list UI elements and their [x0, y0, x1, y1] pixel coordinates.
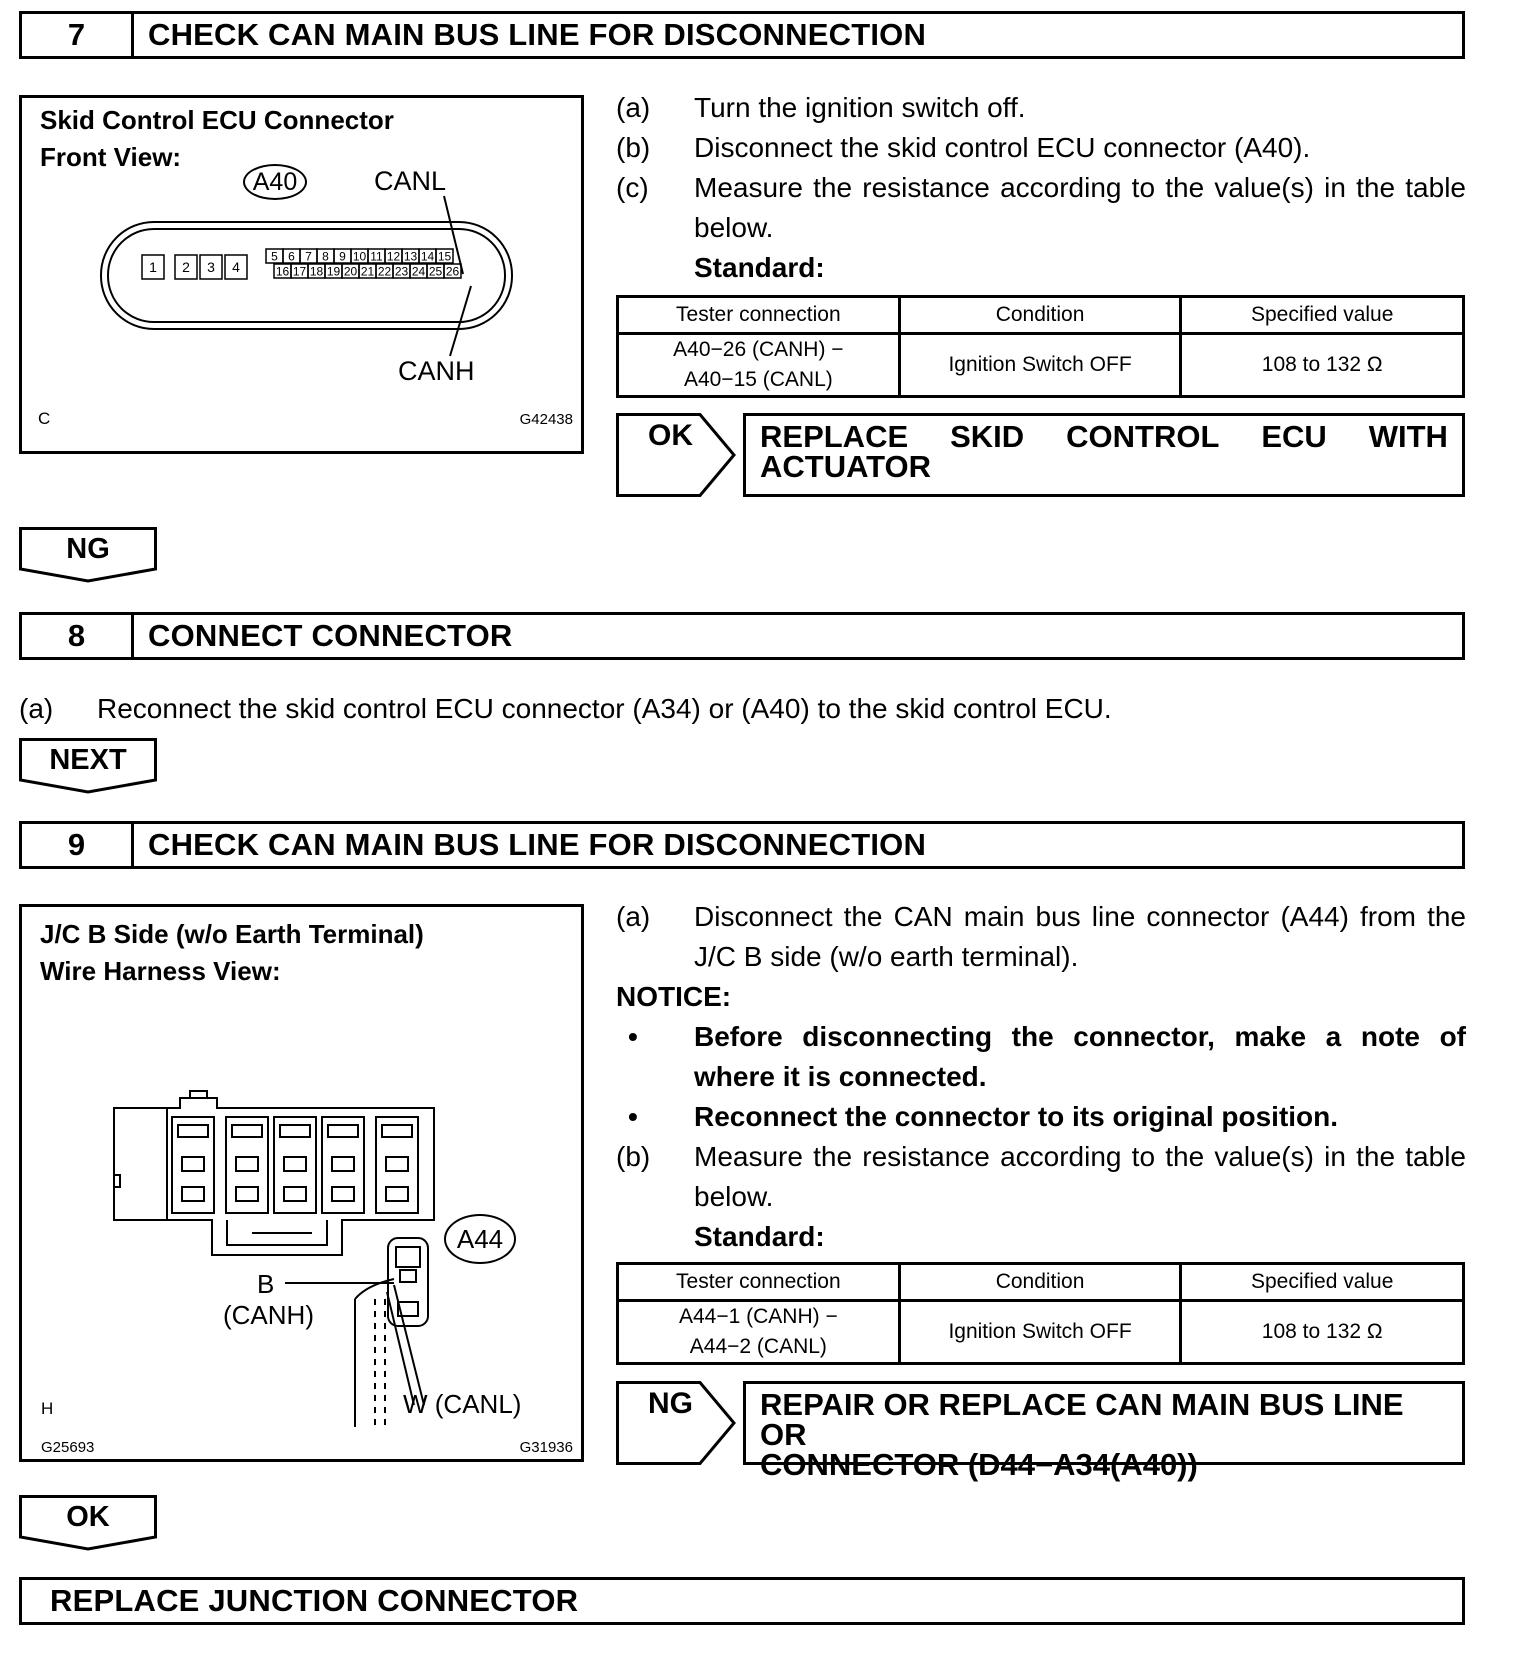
figure-corner-letter: C — [38, 409, 51, 428]
step-9-header — [19, 821, 1465, 869]
step-7-instructions — [616, 88, 1466, 288]
step-9-figure — [19, 904, 584, 1462]
terminal-shape — [236, 1157, 258, 1171]
pin-label: 25 — [428, 264, 443, 279]
standard-label: Standard: — [694, 1221, 825, 1252]
ok-result-box — [743, 413, 1465, 497]
pin-label: 19 — [326, 264, 341, 279]
instruction-a: (a) Turn the ignition switch off. — [616, 92, 1026, 123]
ok-result-arrow — [616, 413, 742, 497]
instruction-c: (c) Measure the resistance according to the value(s) in the table below. — [616, 172, 1466, 243]
cell-condition: Ignition Switch OFF — [899, 1301, 1181, 1364]
connector-pins — [142, 249, 461, 279]
pin-label: 5 — [271, 249, 278, 264]
pin-label: 18 — [309, 264, 324, 279]
pin-label: 6 — [288, 249, 295, 264]
ok-label: OK — [648, 419, 693, 452]
header-condition: Condition — [899, 1264, 1181, 1301]
step-7-spec-table — [616, 295, 1465, 398]
w-canl-label: W (CANL) — [403, 1389, 522, 1419]
ng-result-line-1: REPAIR OR REPLACE CAN MAIN BUS LINE OR — [760, 1387, 1404, 1452]
b-label: B — [257, 1269, 275, 1299]
pin-label: 8 — [322, 249, 329, 264]
pin-label: 16 — [275, 264, 290, 279]
notice-label: NOTICE: — [616, 981, 732, 1012]
junction-connector-diagram — [22, 907, 581, 1459]
ng-tag: NG — [19, 527, 157, 583]
ok-tag: OK — [19, 1495, 157, 1551]
notice-bullet-1: • Before disconnecting the connector, make a note of where it is connected. — [628, 1021, 1466, 1092]
canh-label: (CANH) — [223, 1300, 314, 1330]
terminal-shape — [284, 1187, 306, 1201]
pin-label: 7 — [305, 249, 312, 264]
terminal-shape — [382, 1125, 412, 1137]
cell-tester-connection: A44−1 (CANH) − A44−2 (CANL) — [618, 1301, 900, 1364]
step-title: CHECK CAN MAIN BUS LINE FOR DISCONNECTION — [148, 17, 927, 52]
connector-label-a44: A44 — [444, 1214, 516, 1264]
table-row — [618, 334, 1464, 397]
terminal-shape — [332, 1157, 354, 1171]
canh-label: CANH — [398, 356, 475, 386]
ecu-connector-diagram — [22, 98, 581, 451]
step-9-instructions — [616, 897, 1466, 1257]
ok-result-line-2: ACTUATOR — [760, 449, 932, 484]
ng-label: NG — [648, 1387, 693, 1420]
pin-label: 20 — [343, 264, 358, 279]
final-action-box — [19, 1577, 1465, 1625]
step-8-header — [19, 612, 1465, 660]
terminal-shape — [386, 1157, 408, 1171]
terminal-shape — [232, 1125, 262, 1137]
pin-label: 22 — [377, 264, 392, 279]
step-8-instruction: (a) Reconnect the skid control ECU connector (A34) or (A40) to the skid control ECU. — [19, 693, 1112, 724]
terminal-shape — [328, 1125, 358, 1137]
figure-title: J/C B Side (w/o Earth Terminal) Wire Harness View: — [40, 919, 424, 986]
figure-code-left: G25693 — [41, 1439, 95, 1456]
pin-label: 10 — [352, 249, 367, 264]
next-tag: NEXT — [19, 738, 157, 794]
step-number: 7 — [22, 14, 134, 56]
step-number: 9 — [22, 824, 134, 866]
header-tester-connection: Tester connection — [618, 1264, 900, 1301]
step-title: CONNECT CONNECTOR — [148, 618, 513, 653]
terminal-shape — [182, 1187, 204, 1201]
final-action-title: REPLACE JUNCTION CONNECTOR — [50, 1583, 579, 1618]
instruction-a: (a) Disconnect the CAN main bus line connector (A44) from the J/C B side (w/o earth terminal). — [616, 901, 1466, 972]
pin-label: 23 — [394, 264, 409, 279]
pin-label: 13 — [403, 249, 418, 264]
header-tester-connection: Tester connection — [618, 297, 900, 334]
terminal-shape — [182, 1157, 204, 1171]
canl-label: CANL — [374, 166, 447, 196]
header-specified-value: Specified value — [1181, 1264, 1464, 1301]
instruction-b: (b) Measure the resistance according to the value(s) in the table below. — [616, 1141, 1466, 1212]
step-7-header — [19, 11, 1465, 59]
pin-label: 15 — [437, 249, 452, 264]
ok-result-line-1: REPLACE SKID CONTROL ECU WITH — [760, 419, 1448, 454]
pin-label: 12 — [386, 249, 401, 264]
step-number: 8 — [22, 615, 134, 657]
pin-label: 17 — [292, 264, 307, 279]
pin-label: 2 — [182, 259, 190, 276]
table-row — [618, 1301, 1464, 1364]
terminal-shape — [284, 1157, 306, 1171]
terminal-shape — [280, 1125, 310, 1137]
ng-result-line-2: CONNECTOR (D44−A34(A40)) — [760, 1447, 1198, 1482]
pin-label: 21 — [360, 264, 375, 279]
header-specified-value: Specified value — [1181, 297, 1464, 334]
pin-label: 11 — [370, 249, 383, 264]
pin-label: 14 — [420, 249, 435, 264]
header-condition: Condition — [899, 297, 1181, 334]
step-9-spec-table — [616, 1262, 1465, 1365]
terminal-shape — [178, 1125, 208, 1137]
terminal-shape — [332, 1187, 354, 1201]
table-header-row — [618, 1264, 1464, 1301]
ng-result-box — [743, 1381, 1465, 1482]
step-title: CHECK CAN MAIN BUS LINE FOR DISCONNECTION — [148, 827, 927, 862]
jc-terminals — [172, 1117, 418, 1213]
pin-label: 4 — [232, 259, 240, 276]
cell-specified-value: 108 to 132 Ω — [1181, 334, 1464, 397]
figure-code-right: G31936 — [519, 1439, 573, 1456]
notice-bullet-2: • Reconnect the connector to its original position. — [628, 1101, 1339, 1132]
pin-label: 24 — [411, 264, 426, 279]
instruction-b: (b) Disconnect the skid control ECU connector (A40). — [616, 132, 1311, 163]
figure-code: G42438 — [519, 411, 573, 428]
cell-tester-connection: A40−26 (CANH) − A40−15 (CANL) — [618, 334, 900, 397]
pin-label: 26 — [445, 264, 460, 279]
pin-label: 3 — [207, 259, 215, 276]
table-header-row — [618, 297, 1464, 334]
cell-specified-value: 108 to 132 Ω — [1181, 1301, 1464, 1364]
terminal-shape — [386, 1187, 408, 1201]
ng-result-arrow — [616, 1381, 742, 1465]
figure-title: Skid Control ECU Connector Front View: — [40, 105, 394, 172]
pin-label: 9 — [339, 249, 346, 264]
cell-condition: Ignition Switch OFF — [899, 334, 1181, 397]
figure-corner-letter: H — [41, 1399, 54, 1418]
pin-label: 1 — [149, 259, 157, 276]
step-7-figure — [19, 95, 584, 454]
standard-label: Standard: — [694, 252, 825, 283]
terminal-shape — [236, 1187, 258, 1201]
connector-label-a40: A40 — [243, 164, 307, 200]
